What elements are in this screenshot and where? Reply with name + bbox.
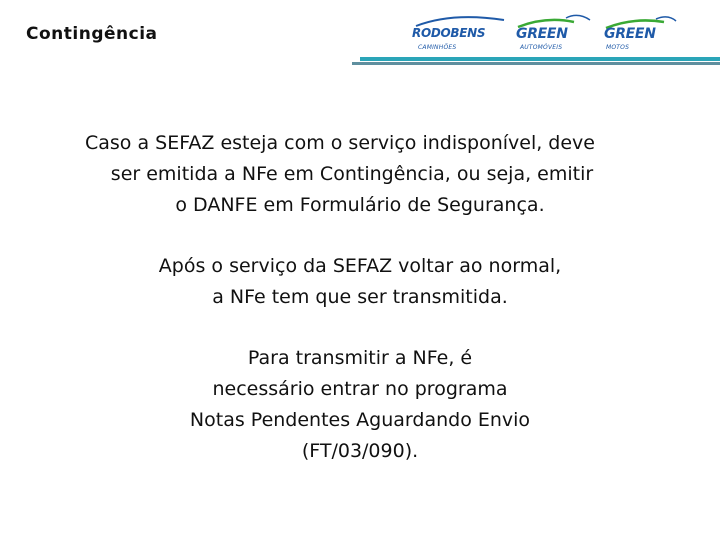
rodobens-logo-name: RODOBENS (412, 26, 486, 40)
paragraph1-line: o DANFE em Formulário de Segurança. (175, 194, 545, 216)
green-motos-logo (604, 12, 684, 58)
rodobens-logo (412, 12, 512, 58)
header-divider (352, 62, 720, 65)
green-automoveis-logo-name: GREEN (516, 26, 568, 42)
paragraph2-line: Após o serviço da SEFAZ voltar ao normal, (158, 255, 562, 277)
paragraph3-line: Notas Pendentes Aguardando Envio (189, 409, 531, 431)
paragraph1-line: Caso a SEFAZ esteja com o serviço indisponível, deve (84, 132, 595, 154)
slide-title: Contingência (26, 24, 158, 44)
paragraph3-line: Para transmitir a NFe, é (247, 347, 473, 369)
green-motos-logo-name: GREEN (604, 26, 656, 42)
header-accent-bar (360, 57, 720, 61)
green-automoveis-logo (516, 12, 596, 58)
header-logos (404, 12, 704, 58)
green-motos-logo-subtitle: MOTOS (606, 44, 630, 51)
slide-body (0, 128, 720, 467)
paragraph1-line: ser emitida a NFe em Contingência, ou seja, emitir (110, 163, 594, 185)
paragraph3-line: (FT/03/090). (301, 440, 419, 462)
paragraph-after-service (0, 251, 720, 313)
paragraph-transmit-instructions (0, 343, 720, 467)
paragraph2-line: a NFe tem que ser transmitida. (212, 286, 508, 308)
paragraph-sefaz-unavailable (0, 128, 720, 221)
rodobens-logo-subtitle: CAMINHÕES (418, 44, 457, 51)
paragraph3-line: necessário entrar no programa (212, 378, 508, 400)
green-automoveis-logo-subtitle: AUTOMÓVEIS (520, 44, 563, 51)
